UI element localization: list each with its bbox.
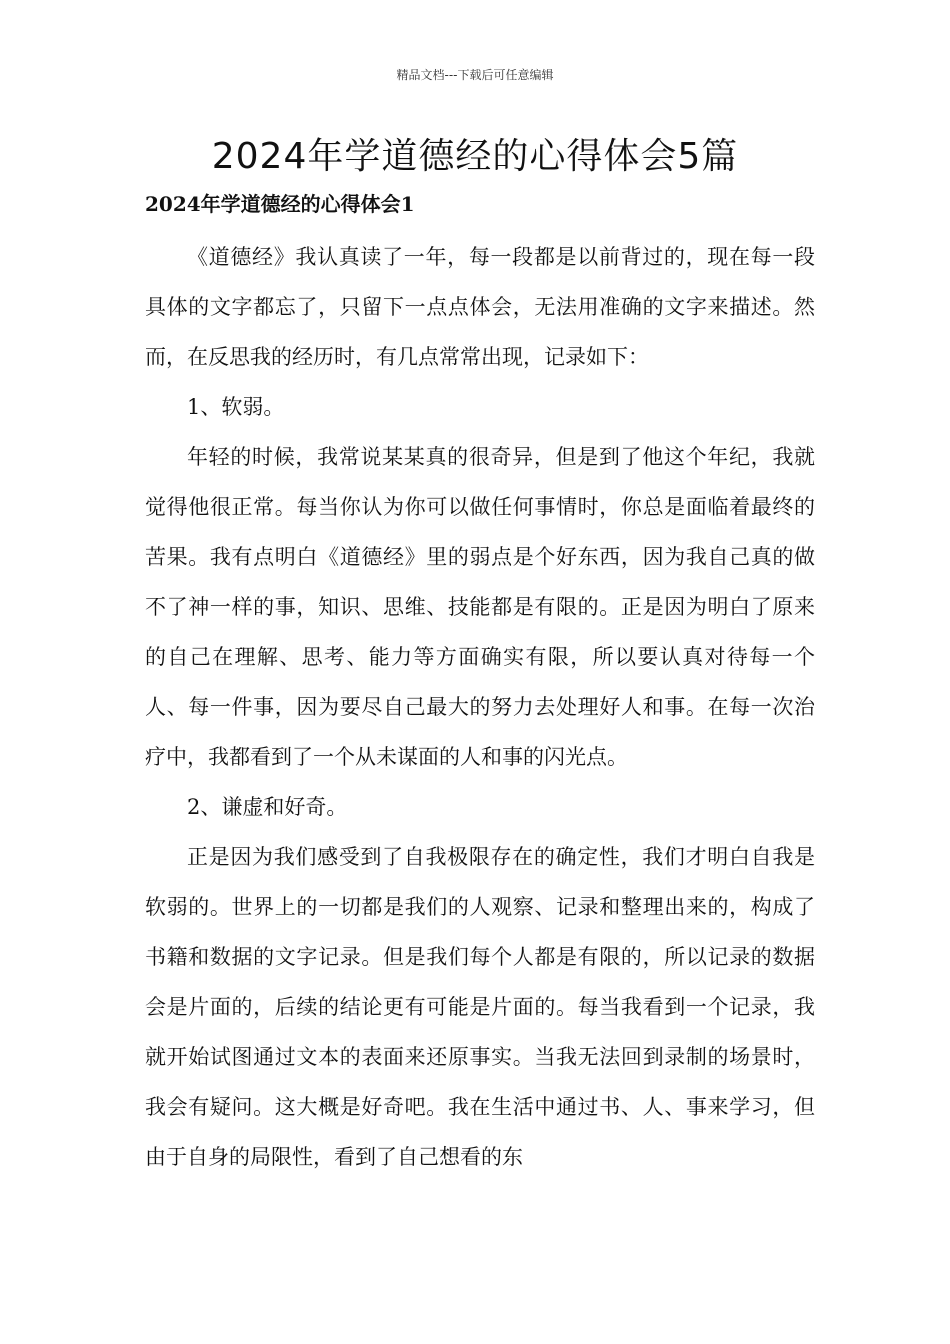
- header-note: 精品文档---下载后可任意编辑: [396, 68, 554, 82]
- list-heading-weakness: 1、软弱。: [187, 395, 285, 419]
- section-title: 2024年学道德经的心得体会1: [145, 192, 415, 216]
- paragraph-humility: 正是因为我们感受到了自我极限存在的确定性，我们才明白自我是软弱的。世界上的一切都是我们的人观察、记录和整理出来的，构成了书籍和数据的文字记录。但是我们每个人都是有限的，所以记录的数据会是片面的，后续的结论更有可能是片面的。每当我看到一个记录，我就开始试图通过文本的表面来还原事实。当我无法回到录制的场景时，我会有疑问。这大概是好奇吧。我在生活中通过书、人、事来学习，但由于自身的局限性，看到了自己想看的东: [145, 845, 815, 1169]
- document-title: 2024年学道德经的心得体会5篇: [211, 136, 739, 177]
- paragraph-weakness: 年轻的时候，我常说某某真的很奇异，但是到了他这个年纪，我就觉得他很正常。每当你认为你可以做任何事情时，你总是面临着最终的苦果。我有点明白《道德经》里的弱点是个好东西，因为我自己真的做不了神一样的事，知识、思维、技能都是有限的。正是因为明白了原来的自己在理解、思考、能力等方面确实有限，所以要认真对待每一个人、每一件事，因为要尽自己最大的努力去处理好人和事。在每一次治疗中，我都看到了一个从未谋面的人和事的闪光点。: [145, 445, 815, 769]
- list-heading-humility: 2、谦虚和好奇。: [187, 795, 348, 819]
- body-text: [145, 232, 815, 1182]
- paragraph-intro: 《道德经》我认真读了一年，每一段都是以前背过的，现在每一段具体的文字都忘了，只留下一点点体会，无法用准确的文字来描述。然而，在反思我的经历时，有几点常常出现，记录如下：: [145, 245, 815, 369]
